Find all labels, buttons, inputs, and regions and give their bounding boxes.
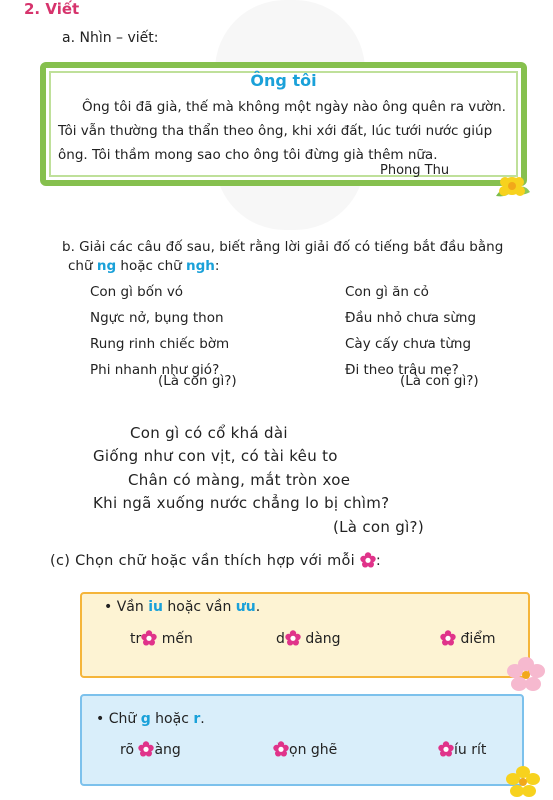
part-c-label: (c) Chọn chữ hoặc vần thích hợp với mỗi : — [50, 553, 382, 569]
blank-word-1[interactable]: tr mến — [130, 631, 193, 647]
part-b-label: b. Giải các câu đố sau, biết rằng lời giải đố có tiếng bắt đầu bằng chữ ng hoặc chữ ngh: — [62, 239, 504, 274]
riddle-line: Rung rinh chiếc bờm — [90, 336, 230, 352]
riddle-line: Phi nhanh như gió? — [90, 362, 220, 378]
riddle-2 — [345, 279, 476, 383]
blank-word-4[interactable]: rõ àng — [120, 742, 181, 758]
riddle-line: Con gì ăn cỏ — [345, 284, 429, 300]
riddle-line: Con gì bốn vó — [90, 284, 184, 300]
riddle-line: Ngực nở, bụng thon — [90, 310, 224, 326]
riddle-line: Cày cấy chưa từng — [345, 336, 472, 352]
riddle-3-answer: (Là con gì?) — [333, 518, 424, 536]
riddle-1 — [90, 279, 229, 383]
blank-word-2[interactable]: d dàng — [276, 631, 341, 647]
blank-word-3[interactable]: điểm — [440, 630, 495, 647]
part-a-label: a. Nhìn – viết: — [62, 30, 159, 46]
letter-exercise-box — [80, 694, 524, 786]
yellow-flower-icon — [490, 172, 534, 206]
flower-blank-icon — [141, 630, 157, 646]
riddle-2-answer: (Là con gì?) — [400, 373, 479, 389]
riddle-line: Đi theo trâu mẹ? — [345, 362, 459, 378]
riddle-line: Khi ngã xuống nước chẳng lo bị chìm? — [93, 494, 390, 512]
flower-blank-icon — [273, 741, 289, 757]
riddle-line: Con gì có cổ khá dài — [130, 424, 288, 442]
poem-text: Ông tôi đã già, thế mà không một ngày nào ông quên ra vườn. Tôi vẫn thường tha thẩn theo ông, khi xới đất, lúc tưới nước giúp ông. Tôi thầm mong sao cho ông tôi đừng già thêm nữa. — [58, 99, 506, 163]
riddle-line: Đầu nhỏ chưa sừng — [345, 310, 477, 326]
poem-title: Ông tôi — [250, 71, 317, 90]
ng-highlight: ng — [96, 258, 117, 274]
pink-flower-icon — [506, 656, 546, 692]
ngh-highlight: ngh — [186, 258, 215, 274]
riddle-line: Giống như con vịt, có tài kêu to — [93, 447, 338, 465]
riddle-line: Chân có màng, mắt tròn xoe — [128, 471, 351, 489]
letter-exercise-instruction: • Chữ g hoặc r. — [96, 711, 205, 727]
flower-blank-icon — [440, 630, 456, 646]
flower-icon — [360, 552, 376, 568]
blank-word-5[interactable]: ọn ghẽ — [273, 741, 337, 758]
rhyme-exercise-instruction: • Vần iu hoặc vần ưu. — [104, 599, 261, 615]
section-title: 2. Viết — [24, 0, 80, 18]
flower-blank-icon — [285, 630, 301, 646]
yellow-flower-icon-small — [505, 764, 541, 798]
poem-author: Phong Thu — [380, 163, 450, 178]
blank-word-6[interactable]: íu rít — [438, 741, 486, 758]
flower-blank-icon — [438, 741, 454, 757]
flower-blank-icon — [138, 741, 154, 757]
riddle-1-answer: (Là con gì?) — [158, 373, 237, 389]
